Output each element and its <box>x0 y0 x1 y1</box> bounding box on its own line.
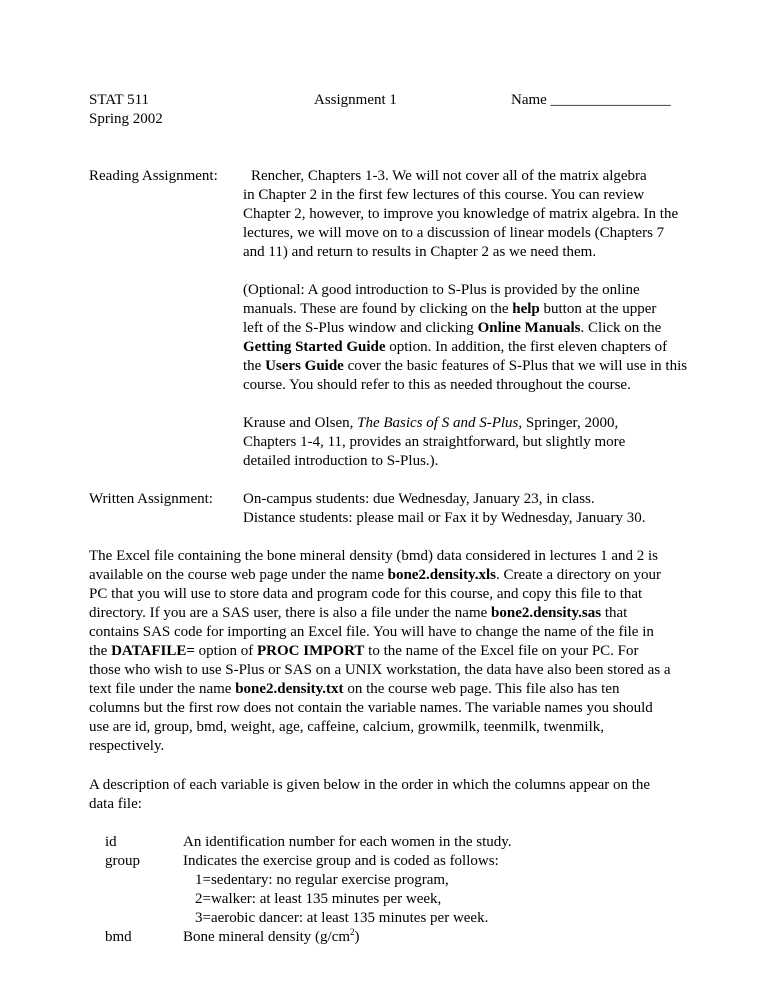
reading-line: and 11) and return to results in Chapter 2 as we need them. <box>243 244 597 260</box>
optional-line <box>243 357 703 376</box>
text: , Springer, 2000, <box>518 415 619 431</box>
text: text file under the name <box>89 681 236 697</box>
written-line: Distance students: please mail or Fax it by Wednesday, January 30. <box>243 510 646 526</box>
name-field-label: Name ________________ <box>511 92 671 108</box>
krause-line: Chapters 1-4, 11, provides an straightforward, but slightly more <box>243 434 626 450</box>
paragraph-line: those who wish to use S-Plus or SAS on a UNIX workstation, the data have also been stored as a <box>89 662 671 678</box>
text: Bone mineral density (g/cm <box>183 929 351 945</box>
book-title: The Basics of S and S-Plus <box>357 415 519 431</box>
optional-line <box>243 319 703 338</box>
optional-line: course. You should refer to this as needed throughout the course. <box>243 377 631 393</box>
paragraph-line <box>89 642 689 661</box>
paragraph-line: use are id, group, bmd, weight, age, caffeine, calcium, growmilk, teenmilk, twenmilk, <box>89 719 604 735</box>
variable-description <box>183 928 360 947</box>
online-manuals-ref: Online Manuals <box>477 320 581 336</box>
optional-line <box>243 300 703 319</box>
variable-description-intro <box>89 776 689 814</box>
paragraph-line <box>89 566 689 585</box>
paragraph-line: A description of each variable is given below in the order in which the columns appear on the <box>89 777 651 793</box>
paragraph-line <box>89 680 689 699</box>
assignment-title: Assignment 1 <box>314 92 397 108</box>
proc-import: PROC IMPORT <box>257 643 365 659</box>
optional-line <box>243 338 703 357</box>
group-code-walker: 2=walker: at least 135 minutes per week, <box>195 891 442 907</box>
krause-reference <box>243 414 703 471</box>
text: to the name of the Excel file on your PC. For <box>364 643 639 659</box>
text: left of the S-Plus window and clicking <box>243 320 478 336</box>
text: on the course web page. This file also has ten <box>343 681 620 697</box>
written-assignment-body <box>243 490 703 528</box>
sas-filename: bone2.density.sas <box>491 605 602 621</box>
reading-line: Rencher, Chapters 1-3. We will not cover all of the matrix algebra <box>251 168 647 184</box>
reading-body <box>243 186 703 262</box>
optional-line: (Optional: A good introduction to S-Plus is provided by the online <box>243 282 640 298</box>
text: available on the course web page under the name <box>89 567 388 583</box>
text: . Click on the <box>580 320 662 336</box>
text: cover the basic features of S-Plus that we will use in this <box>343 358 688 374</box>
text: Krause and Olsen, <box>243 415 358 431</box>
course-code: STAT 511 <box>89 92 150 108</box>
text: that <box>601 605 628 621</box>
text: ) <box>354 929 360 945</box>
text: button at the upper <box>539 301 657 317</box>
variable-description: Indicates the exercise group and is coded as follows: <box>183 853 499 869</box>
variable-description: An identification number for each women in the study. <box>183 834 512 850</box>
xls-filename: bone2.density.xls <box>387 567 496 583</box>
text: . Create a directory on your <box>496 567 661 583</box>
txt-filename: bone2.density.txt <box>235 681 344 697</box>
paragraph-line <box>89 604 689 623</box>
users-guide-ref: Users Guide <box>265 358 344 374</box>
variable-name: group <box>105 853 140 869</box>
paragraph-line: The Excel file containing the bone mineral density (bmd) data considered in lectures 1 and 2 is <box>89 548 658 564</box>
data-file-paragraph <box>89 547 689 756</box>
paragraph-line: data file: <box>89 796 142 812</box>
optional-splus-note <box>243 281 703 395</box>
term: Spring 2002 <box>89 111 163 127</box>
text: the <box>89 643 112 659</box>
text: manuals. These are found by clicking on the <box>243 301 513 317</box>
krause-line: detailed introduction to S-Plus.). <box>243 453 439 469</box>
reading-assignment-label: Reading Assignment: <box>89 168 218 184</box>
variable-name: bmd <box>105 929 132 945</box>
superscript: 2 <box>350 927 355 937</box>
getting-started-guide-ref: Getting Started Guide <box>243 339 386 355</box>
paragraph-line: PC that you will use to store data and program code for this course, and copy this file to that <box>89 586 643 602</box>
written-line: On-campus students: due Wednesday, January 23, in class. <box>243 491 595 507</box>
text: option. In addition, the first eleven chapters of <box>385 339 668 355</box>
text: the <box>243 358 266 374</box>
written-assignment-label: Written Assignment: <box>89 491 213 507</box>
krause-line <box>243 414 703 433</box>
text: directory. If you are a SAS user, there is also a file under the name <box>89 605 492 621</box>
reading-line: lectures, we will move on to a discussion of linear models (Chapters 7 <box>243 225 665 241</box>
reading-line: in Chapter 2 in the first few lectures of this course. You can review <box>243 187 645 203</box>
paragraph-line: columns but the first row does not contain the variable names. The variable names you should <box>89 700 653 716</box>
help-button-ref: help <box>512 301 540 317</box>
paragraph-line: respectively. <box>89 738 165 754</box>
variable-name: id <box>105 834 117 850</box>
reading-line: Chapter 2, however, to improve you knowledge of matrix algebra. In the <box>243 206 679 222</box>
paragraph-line: contains SAS code for importing an Excel file. You will have to change the name of the file in <box>89 624 654 640</box>
text: option of <box>194 643 258 659</box>
group-code-aerobic: 3=aerobic dancer: at least 135 minutes per week. <box>195 910 489 926</box>
datafile-option: DATAFILE= <box>111 643 195 659</box>
group-code-sedentary: 1=sedentary: no regular exercise program, <box>195 872 449 888</box>
